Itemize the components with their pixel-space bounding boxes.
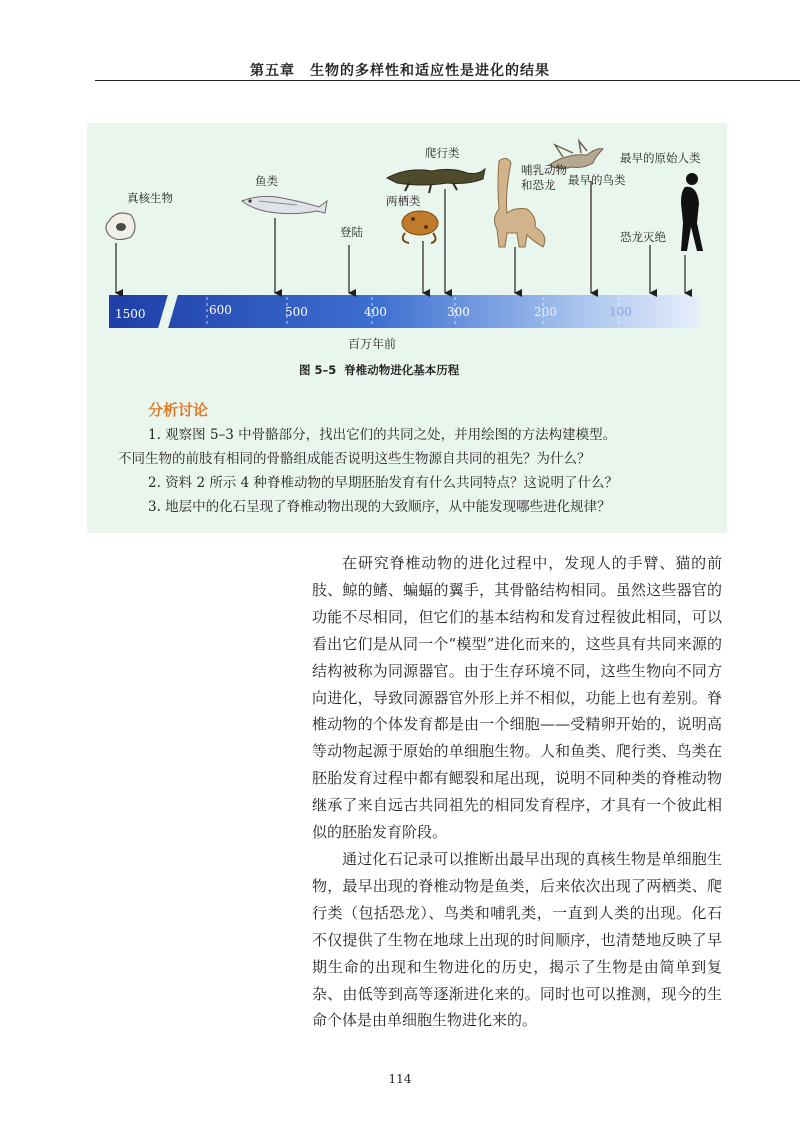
question-1-line-2: 不同生物的前肢有相同的骨骼组成能否说明这些生物源自共同的祖先？为什么？ — [118, 451, 591, 467]
label-amphibian: 两栖类 — [386, 194, 421, 208]
body-paragraph-2: 通过化石记录可以推断出最早出现的真核生物是单细胞生物，最早出现的脊椎动物是鱼类，后来依次出现了两栖类、爬行类（包括恐龙）、鸟类和哺乳类，一直到人类的出现。化石不仅提供了生物在地球上出现的时间顺序，也清楚地反映了早期生命的出现和生物进化的历史，揭示了生物是由简单到复杂、由低等到高等逐渐进化来的。同时也可以推测，现今的生命个体是由单细胞生物进化来的。 — [312, 849, 722, 1030]
question-1-line-1: 1. 观察图 5–3 中骨骼部分，找出它们的共同之处，并用绘图的方法构建模型。 — [148, 427, 617, 443]
body-paragraph-1: 在研究脊椎动物的进化过程中，发现人的手臂、猫的前肢、鲸的鳍、蝙蝠的翼手，其骨骼结构相同。虽然这些器官的功能不尽相同，但它们的基本结构和发育过程彼此相同，可以看出它们是从同一个“模型”进化而来的，这些具有共同来源的结构被称为同源器官。由于生存环境不同，这些生物向不同方向进化，导致同源器官外形上并不相似，功能上也有差别。脊椎动物的个体发育都是由一个细胞——受精卵开始的，说明高等动物起源于原始的单细胞生物。人和鱼类、爬行类、鸟类在胚胎发育过程中都有鳃裂和尾出现，说明不同种类的脊椎动物继承了来自远古共同祖先的相同发育程序，才具有一个彼此相似的胚胎发育阶段。 — [312, 554, 722, 842]
single-cell-illustration — [106, 213, 135, 240]
timeline-figure — [87, 123, 727, 423]
tick-200: 200 — [534, 305, 557, 319]
discussion-title: 分析讨论 — [148, 401, 209, 419]
label-mammal-line2: 和恐龙 — [521, 178, 556, 192]
tick-600: 600 — [209, 303, 232, 317]
question-3: 3. 地层中的化石呈现了脊椎动物出现的大致顺序，从中能发现哪些进化规律？ — [148, 499, 611, 515]
axis-title: 百万年前 — [348, 337, 397, 351]
label-mammal — [521, 163, 567, 193]
reptile-illustration — [387, 169, 485, 193]
fish-illustration — [242, 196, 327, 213]
label-land: 登陆 — [340, 225, 363, 239]
tick-300: 300 — [447, 305, 470, 319]
label-extinction: 恐龙灭绝 — [620, 230, 666, 244]
label-reptile: 爬行类 — [425, 146, 460, 160]
caption-text: 脊椎动物进化基本历程 — [344, 363, 460, 377]
human-illustration — [681, 173, 703, 251]
amphibian-illustration — [402, 211, 438, 243]
figure-panel — [87, 123, 727, 533]
tick-500: 500 — [285, 305, 308, 319]
figure-caption — [299, 362, 459, 378]
label-bird: 最早的鸟类 — [568, 173, 626, 187]
caption-number: 图 5–5 — [299, 363, 337, 377]
chapter-header: 第五章 生物的多样性和适应性是进化的结果 — [250, 63, 550, 79]
label-fish: 鱼类 — [255, 174, 278, 188]
page-number: 114 — [388, 1072, 412, 1086]
body-text — [312, 550, 722, 1034]
tick-400: 400 — [364, 305, 387, 319]
tick-1500: 1500 — [115, 307, 146, 321]
label-human: 最早的原始人类 — [620, 151, 701, 165]
question-2: 2. 资料 2 所示 4 种脊椎动物的早期胚胎发育有什么共同特点？这说明了什么？ — [148, 475, 619, 491]
header-rule — [95, 80, 800, 81]
label-mammal-line1: 哺乳动物 — [521, 163, 567, 177]
tick-100: 100 — [609, 305, 632, 319]
label-eukaryote: 真核生物 — [127, 191, 173, 205]
